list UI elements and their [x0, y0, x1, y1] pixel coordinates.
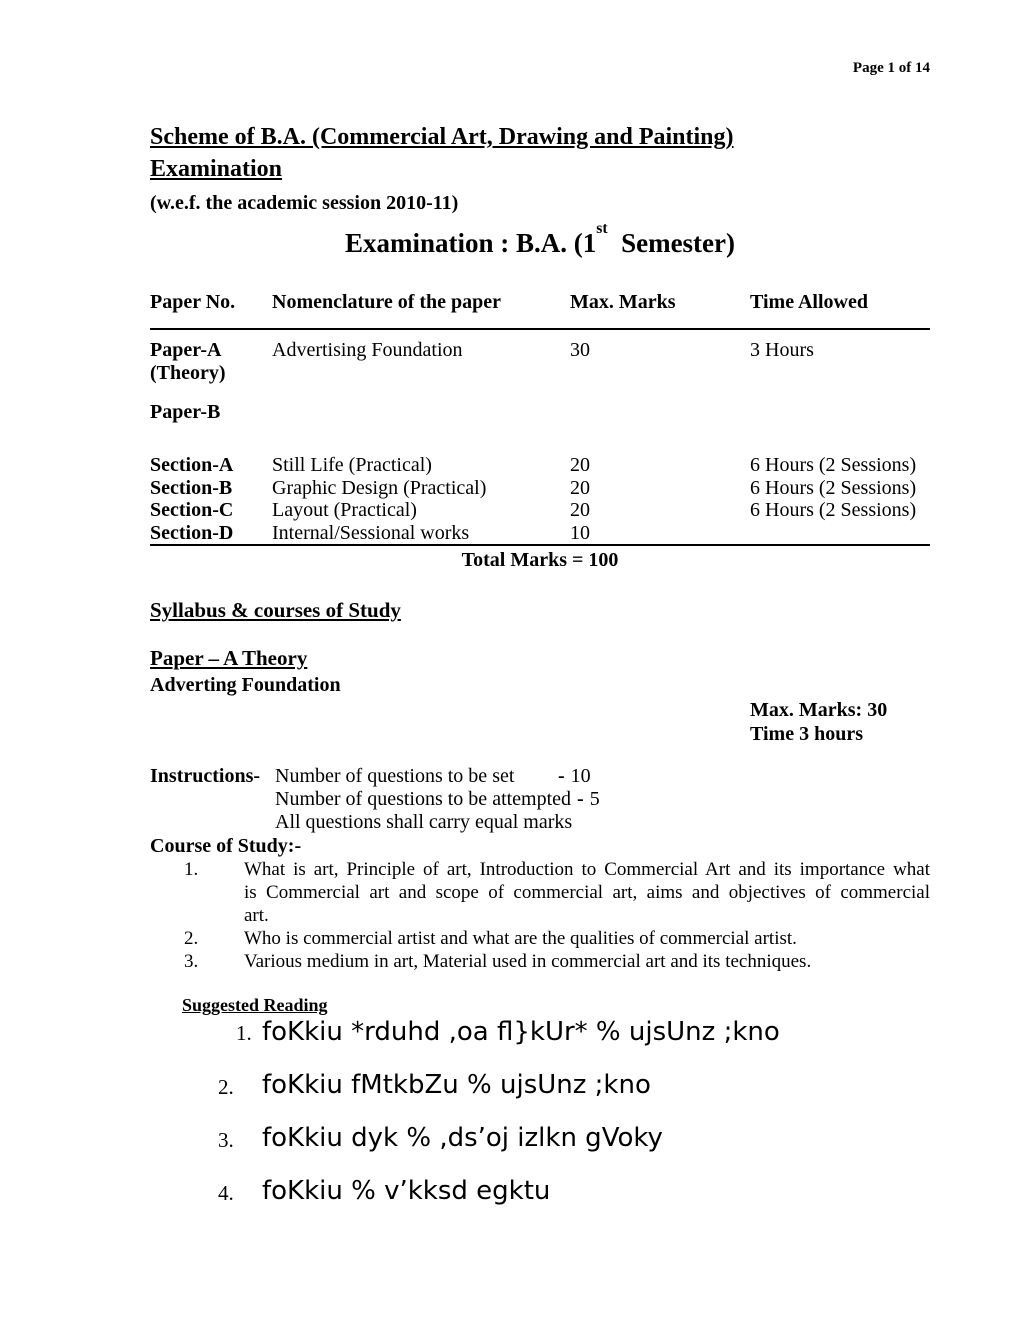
section-d-marks: 10	[570, 521, 590, 544]
course-item-3-num: 3.	[184, 951, 199, 972]
paper-a-name: Advertising Foundation	[272, 339, 463, 361]
marks-time-block	[750, 698, 887, 746]
reading-item-1-text: foKkiu *rduhd ,oa fl}kUr* % ujsUnz ;kno	[262, 1017, 780, 1047]
section-c-name: Layout (Practical)	[272, 499, 417, 521]
instr1-text: Number of questions to be set	[275, 765, 515, 787]
suggested-reading-list	[150, 1008, 930, 1220]
instr2-text: Number of questions to be attempted	[275, 788, 572, 810]
total-marks: Total Marks = 100	[461, 549, 619, 571]
course-item-1-text	[244, 858, 930, 927]
reading-item-3-text: foKkiu dyk % ,ds’oj izlkn gVoky	[262, 1123, 663, 1153]
instruction-line-3: All questions shall carry equal marks	[275, 811, 573, 833]
course-of-study-list	[150, 858, 930, 973]
paper-a-no: Paper-A	[150, 339, 222, 361]
instructions-label: Instructions-	[150, 765, 261, 787]
section-a-name: Still Life (Practical)	[272, 454, 432, 476]
instr2-value: 5	[589, 788, 600, 810]
section-c-marks: 20	[570, 499, 590, 521]
table-row-paper-a	[150, 330, 930, 385]
paper-a-theory: (Theory)	[150, 362, 226, 384]
table-sections	[150, 454, 930, 546]
course-item-1-line2: is Commercial art and scope of commercial art, aims and objectives of commercial	[244, 882, 930, 903]
reading-item-2-num: 2.	[218, 1075, 234, 1099]
col-header-nomenclature: Nomenclature of the paper	[272, 291, 502, 313]
section-c-no: Section-C	[150, 499, 234, 521]
reading-item-1	[150, 1008, 930, 1061]
reading-item-3	[150, 1114, 930, 1167]
section-c-time: 6 Hours (2 Sessions)	[750, 499, 917, 521]
col-header-max-marks: Max. Marks	[570, 291, 676, 313]
syllabus-heading-text: Syllabus & courses of Study	[150, 598, 401, 622]
section-a-no: Section-A	[150, 454, 234, 476]
wef-note: (w.e.f. the academic session 2010-11)	[150, 192, 459, 214]
course-item-1-line3: art.	[244, 905, 269, 926]
col-header-time-allowed: Time Allowed	[750, 291, 868, 313]
table-row-section-a	[150, 454, 930, 477]
course-item-1-num: 1.	[184, 859, 199, 880]
reading-item-1-num: 1.	[236, 1021, 252, 1045]
instruction-line-1	[275, 765, 930, 788]
ordinal-superscript: st	[596, 220, 608, 238]
reading-item-4-num: 4.	[218, 1181, 234, 1205]
section-b-name: Graphic Design (Practical)	[272, 476, 487, 499]
reading-item-2	[150, 1061, 930, 1114]
exam-title-prefix: Examination : B.A. (1	[344, 228, 597, 258]
section-b-time: 6 Hours (2 Sessions)	[750, 476, 917, 499]
title-line-1	[150, 121, 940, 153]
document-title	[150, 121, 940, 215]
section-a-time: 6 Hours (2 Sessions)	[750, 454, 917, 476]
table-row-section-b	[150, 477, 930, 500]
time-line: Time 3 hours	[750, 723, 863, 745]
course-item-1	[150, 858, 930, 927]
section-b-marks: 20	[570, 476, 590, 499]
instruction-line-2	[275, 788, 930, 811]
table-header-row	[150, 291, 930, 330]
title-line1-text: Scheme of B.A. (Commercial Art, Drawing and Painting)	[150, 124, 734, 150]
adverting-foundation-subheading: Adverting Foundation	[150, 674, 341, 696]
suggested-reading-heading-text: Suggested Reading	[182, 995, 328, 1015]
paper-a-theory-heading-text: Paper – A Theory	[150, 646, 308, 670]
course-item-3	[150, 950, 930, 973]
syllabus-heading	[150, 598, 401, 623]
title-line-2	[150, 153, 940, 185]
course-item-3-text: Various medium in art, Material used in commercial art and its techniques.	[244, 951, 812, 972]
table-row-section-c	[150, 499, 930, 522]
course-item-2	[150, 927, 930, 950]
section-d-name: Internal/Sessional works	[272, 521, 470, 544]
instr1-value: 10	[570, 765, 591, 787]
section-b-no: Section-B	[150, 476, 233, 499]
section-d-no: Section-D	[150, 521, 234, 544]
instructions-block	[150, 765, 930, 834]
reading-item-4-text: foKkiu % v’kksd egktu	[262, 1176, 551, 1206]
section-d-time	[750, 522, 930, 545]
reading-item-3-num: 3.	[218, 1128, 234, 1152]
paper-a-time: 3 Hours	[750, 339, 814, 361]
col-header-paper-no: Paper No.	[150, 291, 236, 313]
course-item-2-num: 2.	[184, 928, 199, 949]
course-item-1-line1: What is art, Principle of art, Introduction to Commercial Art and its importance what	[244, 859, 930, 880]
paper-a-label	[150, 339, 272, 385]
instr2-dash: -	[577, 788, 584, 810]
table-row-section-d	[150, 522, 930, 545]
exam-title-suffix: Semester)	[607, 228, 736, 258]
paper-b-label: Paper-B	[150, 401, 221, 423]
instr1-dash: -	[558, 765, 565, 787]
course-of-study-label: Course of Study:-	[150, 835, 302, 857]
paper-a-theory-heading	[150, 646, 307, 671]
page-number: Page 1 of 14	[852, 60, 930, 76]
paper-a-marks: 30	[570, 339, 590, 361]
reading-item-2-text: foKkiu fMtkbZu % ujsUnz ;kno	[262, 1070, 651, 1100]
course-item-2-text: Who is commercial artist and what are the qualities of commercial artist.	[244, 928, 797, 949]
marks-scheme-table	[150, 291, 930, 572]
exam-semester-title	[150, 220, 930, 259]
instructions-lines	[275, 765, 930, 834]
reading-item-4	[150, 1167, 930, 1220]
section-a-marks: 20	[570, 454, 590, 476]
max-marks-line: Max. Marks: 30	[750, 699, 888, 721]
title-line2-text: Examination	[150, 156, 283, 182]
